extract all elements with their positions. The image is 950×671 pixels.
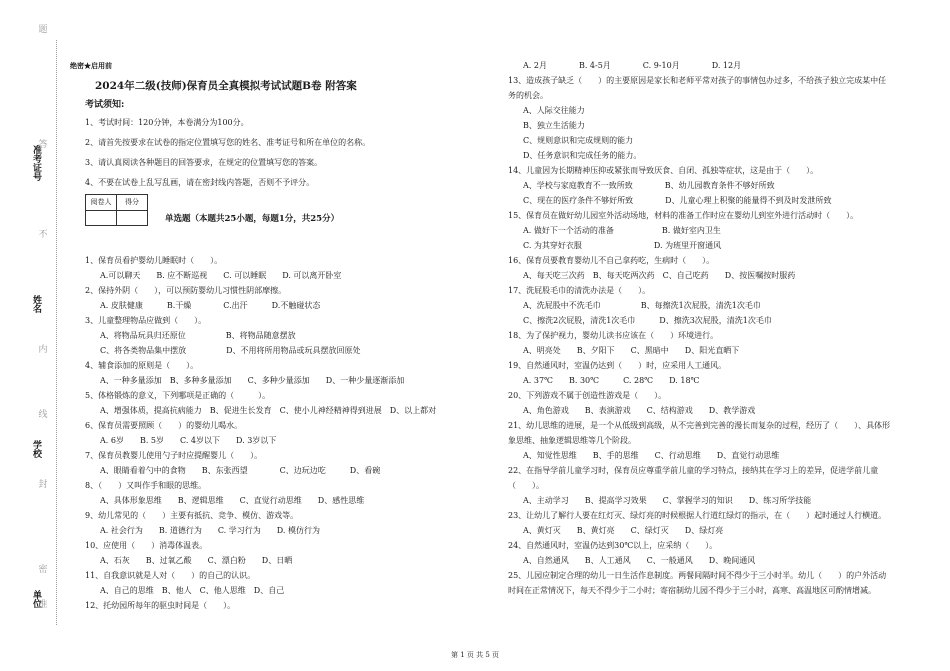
reviewer-cell: 阅卷人 bbox=[86, 195, 117, 211]
margin-label-unit: 单位 bbox=[31, 590, 41, 608]
question-options: A. 做好下一个活动的准备 B. 做好室内卫生 C. 为其穿好衣服 D. 为班里开窗通风 bbox=[523, 226, 722, 250]
question-options: A、每天吃三次药 B、每天吃两次药 C、自己吃药 D、按医嘱按时服药 bbox=[523, 271, 796, 280]
question-stem: 14、儿童因为长期精神压抑或紧张而导致厌食、自闭、孤独等症状，这是由于（ ）。 bbox=[508, 166, 819, 175]
seal-mark: 准 bbox=[38, 600, 48, 610]
question-stem: 10、应使用（ ）消毒体温表。 bbox=[85, 541, 208, 550]
score-blank[interactable] bbox=[117, 211, 148, 226]
question-options: A、增强体质，提高抗病能力 B、促进生长发育 C、使小儿神经精神得到进展 D、以上都对 bbox=[100, 406, 437, 415]
question-options: A、黄灯灭 B、黄灯亮 C、绿灯灭 D、绿灯亮 bbox=[523, 526, 724, 535]
question-options: A、洗屁股中不洗毛巾 B、每擦洗1次屁股，清洗1次毛巾 C、擦洗2次屁股，清洗1次毛巾 D、擦洗3次屁股，清洗1次毛巾 bbox=[523, 301, 772, 325]
notice-item: 1、考试时间：120分钟，本卷满分为100分。 bbox=[85, 118, 249, 127]
exam-title: 2024年二级(技师)保育员全真模拟考试试题B卷 附答案 bbox=[95, 80, 357, 92]
question-stem: 24、自然通风时，室温仍达到30℃以上，应采纳（ ）。 bbox=[508, 541, 718, 550]
question-options: A、主动学习 B、提高学习效果 C、掌握学习的知识 D、练习所学技能 bbox=[523, 496, 812, 505]
notice-list bbox=[85, 115, 470, 190]
section-title: 单选题（本题共25小题，每题1分，共25分） bbox=[165, 214, 340, 224]
notice-item: 2、请首先按要求在试卷的指定位置填写您的姓名、准考证号和所在单位的名称。 bbox=[85, 138, 371, 147]
margin-label-name: 姓名 bbox=[31, 295, 41, 313]
question-options: A、自己的思维 B、他人 C、他人思维 D、自己 bbox=[100, 586, 285, 595]
question-options: A、人际交往能力 B、独立生活能力 C、规则意识和完成规则的能力 D、任务意识和完成任务的能力。 bbox=[523, 106, 642, 160]
seal-mark: 题 bbox=[38, 25, 48, 35]
reviewer-blank[interactable] bbox=[86, 211, 117, 226]
question-stem: 9、幼儿常见的（ ）主要有抵抗、竞争、模仿、游戏等。 bbox=[85, 511, 299, 520]
question-list-right bbox=[493, 58, 893, 598]
question-options: A.可以聊天 B. 应不断巡视 C. 可以睡眠 D. 可以离开卧室 bbox=[100, 271, 342, 280]
question-options: A、一种多量添加 B、多种多量添加 C、多种少量添加 D、一种少量逐渐添加 bbox=[100, 376, 405, 385]
question-stem: 8、（ ）又叫作手和眼的思维。 bbox=[85, 481, 207, 490]
right-column bbox=[493, 58, 893, 598]
question-stem: 19、自然通风时，室温仍达到（ ）时，应采用人工通风。 bbox=[508, 361, 727, 370]
question-stem: 11、自我意识就是人对（ ）的自己的认识。 bbox=[85, 571, 256, 580]
seal-mark: 内 bbox=[38, 345, 48, 355]
question-options: A、眼睛看着勺中的食物 B、东张西望 C、边玩边吃 D、看碗 bbox=[100, 466, 381, 475]
question-list-left bbox=[70, 253, 470, 613]
secret-mark: 绝密★启用前 bbox=[70, 61, 112, 70]
margin-label-exam-number: 准考证号 bbox=[31, 145, 41, 181]
question-stem: 6、保育员需要照顾（ ）的婴幼儿喝水。 bbox=[85, 421, 243, 430]
score-cell: 得分 bbox=[117, 195, 148, 211]
question-options: A. 社会行为 B. 道德行为 C. 学习行为 D. 模仿行为 bbox=[100, 526, 320, 535]
question-stem: 4、辅食添加的原则是（ ）。 bbox=[85, 361, 199, 370]
notice-heading: 考试须知: bbox=[85, 100, 125, 110]
question-options: A、将物品玩具归还原位 B、将物品随意摆放 C、将各类物品集中摆放 D、不用将所用物品或玩具摆放回原处 bbox=[100, 331, 361, 355]
notice-item: 4、不要在试卷上乱写乱画，请在密封线内答题，否则不予评分。 bbox=[85, 178, 315, 187]
seal-mark: 封 bbox=[38, 480, 48, 490]
question-options: A. 37℃ B. 30℃ C. 28℃ D. 18℃ bbox=[523, 376, 700, 385]
question-options: A. 2月 B. 4-5月 C. 9-10月 D. 12月 bbox=[523, 61, 742, 70]
question-stem: 21、幼儿思维的进展，是一个从低级到高级，从不完善到完善的漫长而复杂的过程，经历了（ ）、具体形象思维、抽象逻辑思维等几个阶段。 bbox=[508, 421, 891, 445]
seal-mark: 密 bbox=[38, 565, 48, 575]
question-options: A、明亮处 B、夕阳下 C、黑暗中 D、阳光直晒下 bbox=[523, 346, 740, 355]
left-column bbox=[70, 58, 470, 613]
seal-mark: 线 bbox=[38, 410, 48, 420]
question-stem: 3、儿童整理物品应做到（ ）。 bbox=[85, 316, 207, 325]
question-stem: 23、让幼儿了解行人要在红灯灭、绿灯亮的时候根据人行道红绿灯的指示，在（ ）起时通过人行横道。 bbox=[508, 511, 887, 520]
question-stem: 25、儿园应制定合理的幼儿一日生活作息制度。两餐间隔时间不得少于三小时半。幼儿（ ）的户外活动时间在正常情况下，每天不得少于二小时；寄宿制幼儿园不得少于三小时，高寒、高温地区可酌情增减。 bbox=[508, 571, 887, 595]
question-stem: 18、为了保护视力，婴幼儿读书应该在（ ）环境进行。 bbox=[508, 331, 719, 340]
question-options: A、自然通风 B、人工通风 C、一般通风 D、晚间通风 bbox=[523, 556, 756, 565]
seal-line bbox=[56, 40, 57, 625]
question-stem: 22、在指导学前儿童学习时，保育员应尊重学前儿童的学习特点，接纳其在学习上的差异，促进学前儿童（ ）。 bbox=[508, 466, 879, 490]
question-stem: 1、保育员看护婴幼儿睡眠时（ ）。 bbox=[85, 256, 223, 265]
seal-mark: 不 bbox=[38, 230, 48, 240]
score-box bbox=[85, 194, 148, 226]
question-stem: 5、体格锻炼的意义，下列哪项是正确的（ ）。 bbox=[85, 391, 271, 400]
binding-margin bbox=[22, 40, 50, 640]
page-footer: 第 1 页 共 5 页 bbox=[450, 651, 500, 659]
question-stem: 12、托幼园所每年的驱虫时间是（ ）。 bbox=[85, 601, 236, 610]
question-options: A、石灰 B、过氧乙酸 C、漂白粉 D、日晒 bbox=[100, 556, 293, 565]
question-options: A. 6岁 B. 5岁 C. 4岁以下 D. 3岁以下 bbox=[100, 436, 277, 445]
question-stem: 15、保育员在做好幼儿园室外活动场地，材料的准备工作时应在婴幼儿到室外进行活动时（ ）。 bbox=[508, 211, 859, 220]
notice-item: 3、请认真阅读各种题目的回答要求，在规定的位置填写您的答案。 bbox=[85, 158, 323, 167]
question-options: A、角色游戏 B、表演游戏 C、结构游戏 D、教学游戏 bbox=[523, 406, 756, 415]
question-options: A、知觉性思维 B、手的思维 C、行动思维 D、直觉行动思维 bbox=[523, 451, 780, 460]
question-stem: 17、洗屁股毛巾的清洗办法是（ ）。 bbox=[508, 286, 651, 295]
question-stem: 16、保育员要教育婴幼儿不自己拿药吃，生病时（ ）。 bbox=[508, 256, 715, 265]
question-options: A. 皮肤健康 B.干燥 C.出汗 D.不触碰状态 bbox=[100, 301, 321, 310]
question-stem: 7、保育员教婴儿使用勺子时应提醒婴儿（ ）。 bbox=[85, 451, 263, 460]
margin-label-school: 学校 bbox=[31, 440, 41, 458]
seal-mark: 答 bbox=[38, 140, 48, 150]
question-stem: 2、保持外阴（ ），可以预防婴幼儿习惯性阴部摩擦。 bbox=[85, 286, 287, 295]
question-stem: 13、造成孩子缺乏（ ）的主要原因是家长和老师平常对孩子的事情包办过多，不给孩子独立完成某中任务的机会。 bbox=[508, 76, 887, 100]
question-options: A、学校与家庭教育不一致所致 B、幼儿园教育条件不够好所致 C、现在的医疗条件不够好所致 D、儿童心理上积聚的能量得不到及时发泄所致 bbox=[523, 181, 832, 205]
question-options: A、具体形象思维 B、逻辑思维 C、直觉行动思维 D、感性思维 bbox=[100, 496, 365, 505]
question-stem: 20、下列游戏不属于创造性游戏是（ ）。 bbox=[508, 391, 667, 400]
